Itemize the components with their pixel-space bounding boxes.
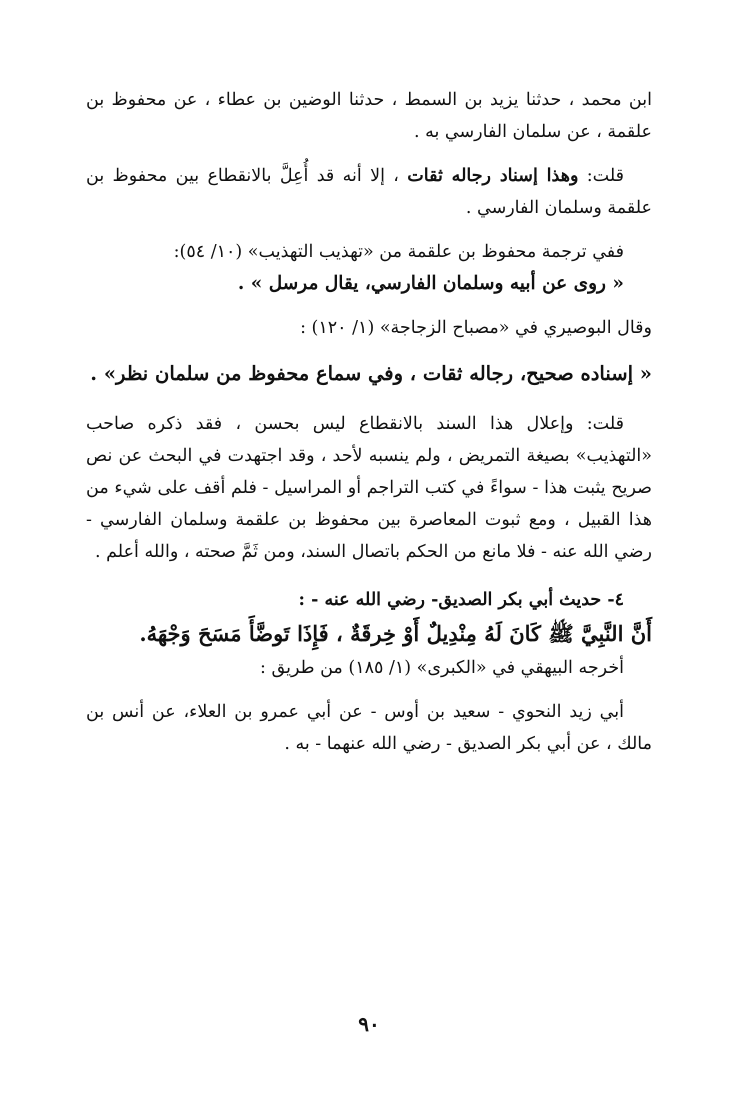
chain-continuation-paragraph: ابن محمد ، حدثنا يزيد بن السمط ، حدثنا الوضين بن عطاء ، عن محفوظ بن علقمة ، عن سلمان الفارسي به . xyxy=(86,90,652,142)
comment-bold-phrase: وهذا إسناد رجاله ثقات xyxy=(407,166,579,186)
hadith-text: أَنَّ النَّبِيَّ ﷺ كَانَ لَهُ مِنْدِيلٌ أَوْ خِرقَةٌ ، فَإِذَا تَوضَّأَ مَسَحَ وَجْهَهُ. xyxy=(139,621,652,646)
tahdhib-quote: « روى عن أبيه وسلمان الفارسي، يقال مرسل » . xyxy=(237,273,624,294)
analysis-paragraph: قلت: وإعلال هذا السند بالانقطاع ليس بحسن ، فقد ذكره صاحب «التهذيب» بصيغة التمريض ، ولم ينسبه لأحد ، وقد اجتهدت في البحث عن نص صريح يثبت هذا - سواءً في كتب التراجم أو المراسيل - فلم أقف على شيء من هذا القبيل ، ومع ثبوت المعاصرة بين محفوظ بن علقمة وسلمان الفارسي - رضي الله عنه - فلا مانع من الحكم باتصال السند، ومن ثَمَّ صحته ، والله أعلم . xyxy=(86,414,652,562)
busiri-quote xyxy=(86,356,652,392)
busiri-quote-end: . xyxy=(90,362,98,385)
page-body xyxy=(86,84,652,760)
busiri-reference: وقال البوصيري في «مصباح الزجاجة» (١/ ١٢٠) : xyxy=(300,318,652,338)
hadith-heading: ٤- حديث أبي بكر الصديق- رضي الله عنه - : xyxy=(298,590,624,610)
tahdhib-reference: ففي ترجمة محفوظ بن علقمة من «تهذيب التهذيب» (١٠/ ٥٤): xyxy=(173,242,624,262)
comment-rest: ، إلا أنه قد أُعِلَّ بالانقطاع بين محفوظ بن علقمة وسلمان الفارسي . xyxy=(86,166,652,218)
isnad-paragraph: أبي زيد النحوي - سعيد بن أوس - عن أبي عمرو بن العلاء، عن أنس بن مالك ، عن أبي بكر الصديق - رضي الله عنهما - به . xyxy=(86,702,652,754)
takhrij-line: أخرجه البيهقي في «الكبرى» (١/ ١٨٥) من طريق : xyxy=(260,658,624,678)
page-number: ٩٠ xyxy=(358,1012,380,1036)
busiri-quote-bold: « إسناده صحيح، رجاله ثقات ، وفي سماع محفوظ من سلمان نظر» xyxy=(97,362,652,385)
comment-paragraph xyxy=(86,160,652,224)
comment-lead: قلت: xyxy=(578,166,625,186)
